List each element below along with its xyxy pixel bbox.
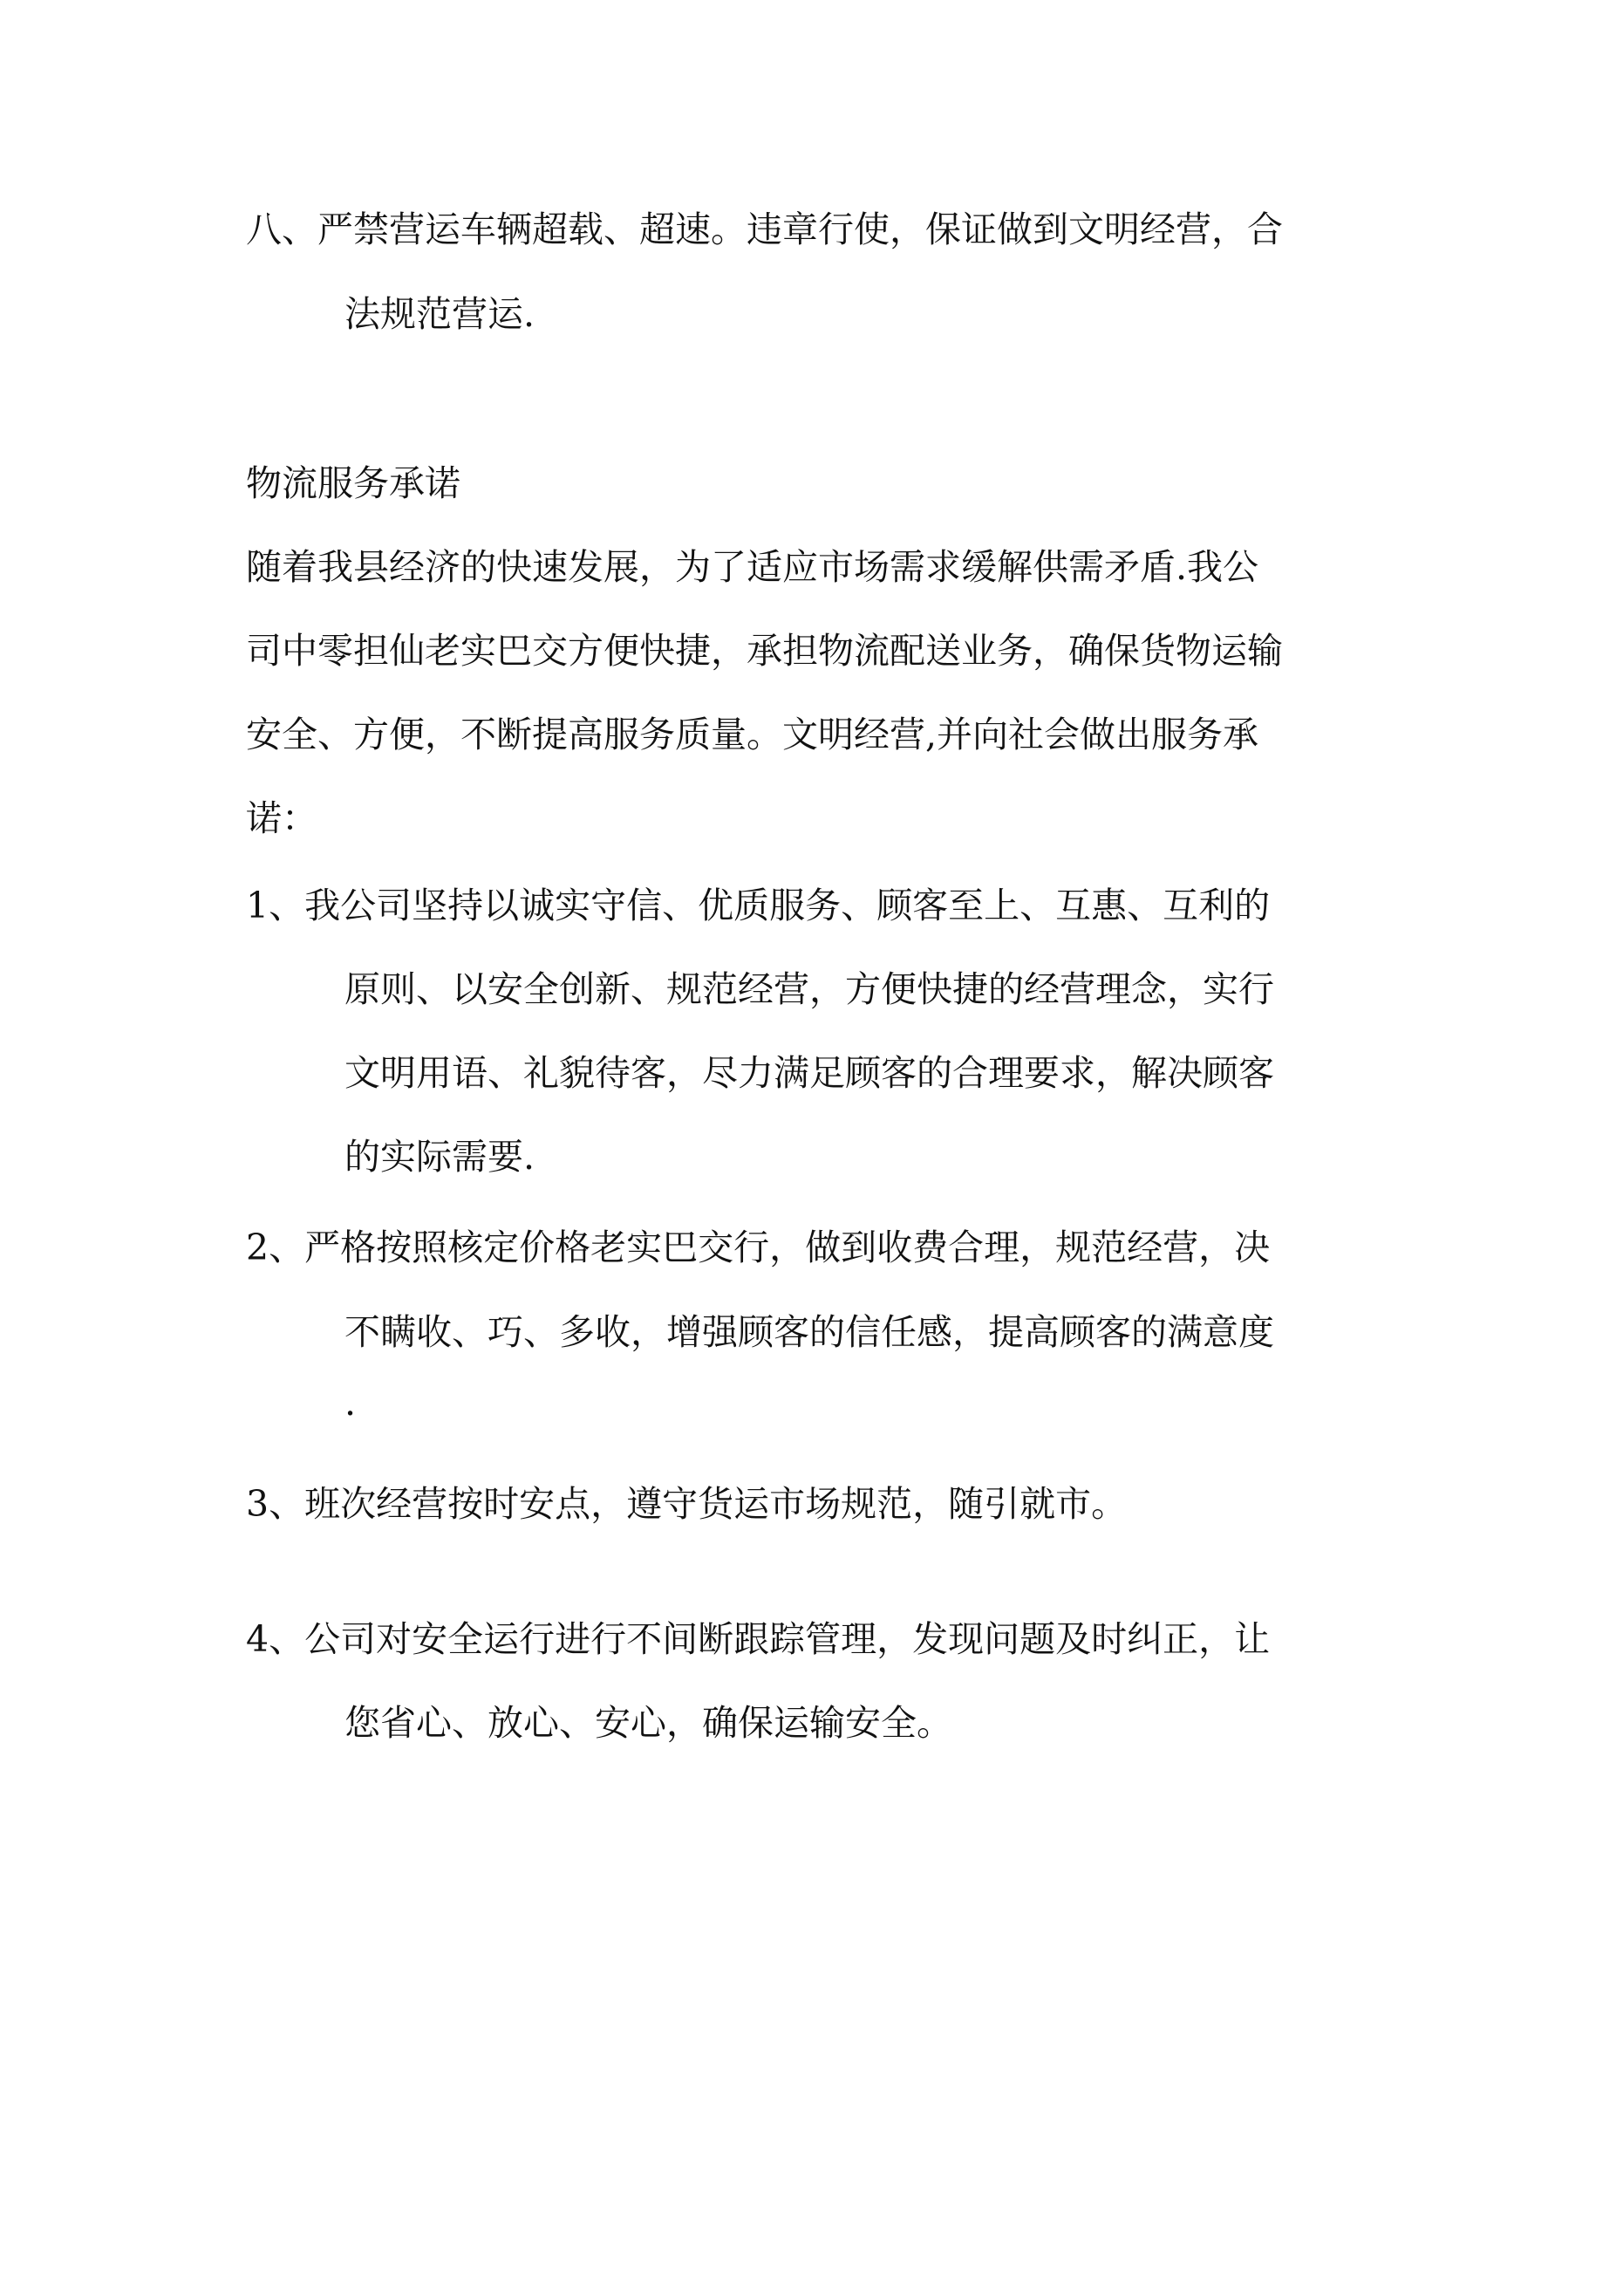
intro-line-1: 随着我县经济的快速发展，为了适应市场需求缓解供需矛盾.我公 (246, 546, 1259, 588)
item-eight-line-1: 八、严禁营运车辆超载、超速。违章行使，保证做到文明经营，合 (246, 208, 1283, 250)
list-item-1-line-2: 原则、以安全创新、规范经营，方便快捷的经营理念，实行 (344, 968, 1274, 1010)
list-item-1-line-3: 文明用语、礼貌待客，尽力满足顾客的合理要求，解决顾客 (344, 1052, 1274, 1094)
intro-line-2: 司中零担仙老实巴交方便快捷，承担物流配送业务，确保货物运输 (246, 630, 1283, 672)
list-item-2-line-1: 2、严格按照核定价格老实巴交行，做到收费合理，规范经营，决 (246, 1227, 1271, 1268)
list-item-4-line-1: 4、公司对安全运行进行不间断跟踪管理，发现问题及时纠正，让 (246, 1618, 1271, 1660)
list-item-4-line-2: 您省心、放心、安心，确保运输安全。 (344, 1702, 952, 1744)
intro-line-3: 安全、方便，不断提高服务质量。文明经营,并向社会做出服务承 (246, 714, 1259, 755)
item-eight-line-2: 法规范营运. (344, 293, 535, 335)
section-heading: 物流服务承诺 (246, 462, 460, 504)
list-item-1-line-4: 的实际需要. (344, 1136, 535, 1178)
list-item-2-line-2: 不瞒收、巧、多收，增强顾客的信任感，提高顾客的满意度 (344, 1311, 1274, 1353)
list-item-1-line-1: 1、我公司坚持以诚实守信、优质服务、顾客至上、互惠、互利的 (246, 885, 1271, 926)
list-item-3-line-1: 3、班次经营按时安点，遵守货运市场规范，随引就市。 (246, 1483, 1128, 1525)
intro-line-4: 诺： (246, 797, 317, 839)
list-item-2-line-3: . (344, 1382, 357, 1424)
